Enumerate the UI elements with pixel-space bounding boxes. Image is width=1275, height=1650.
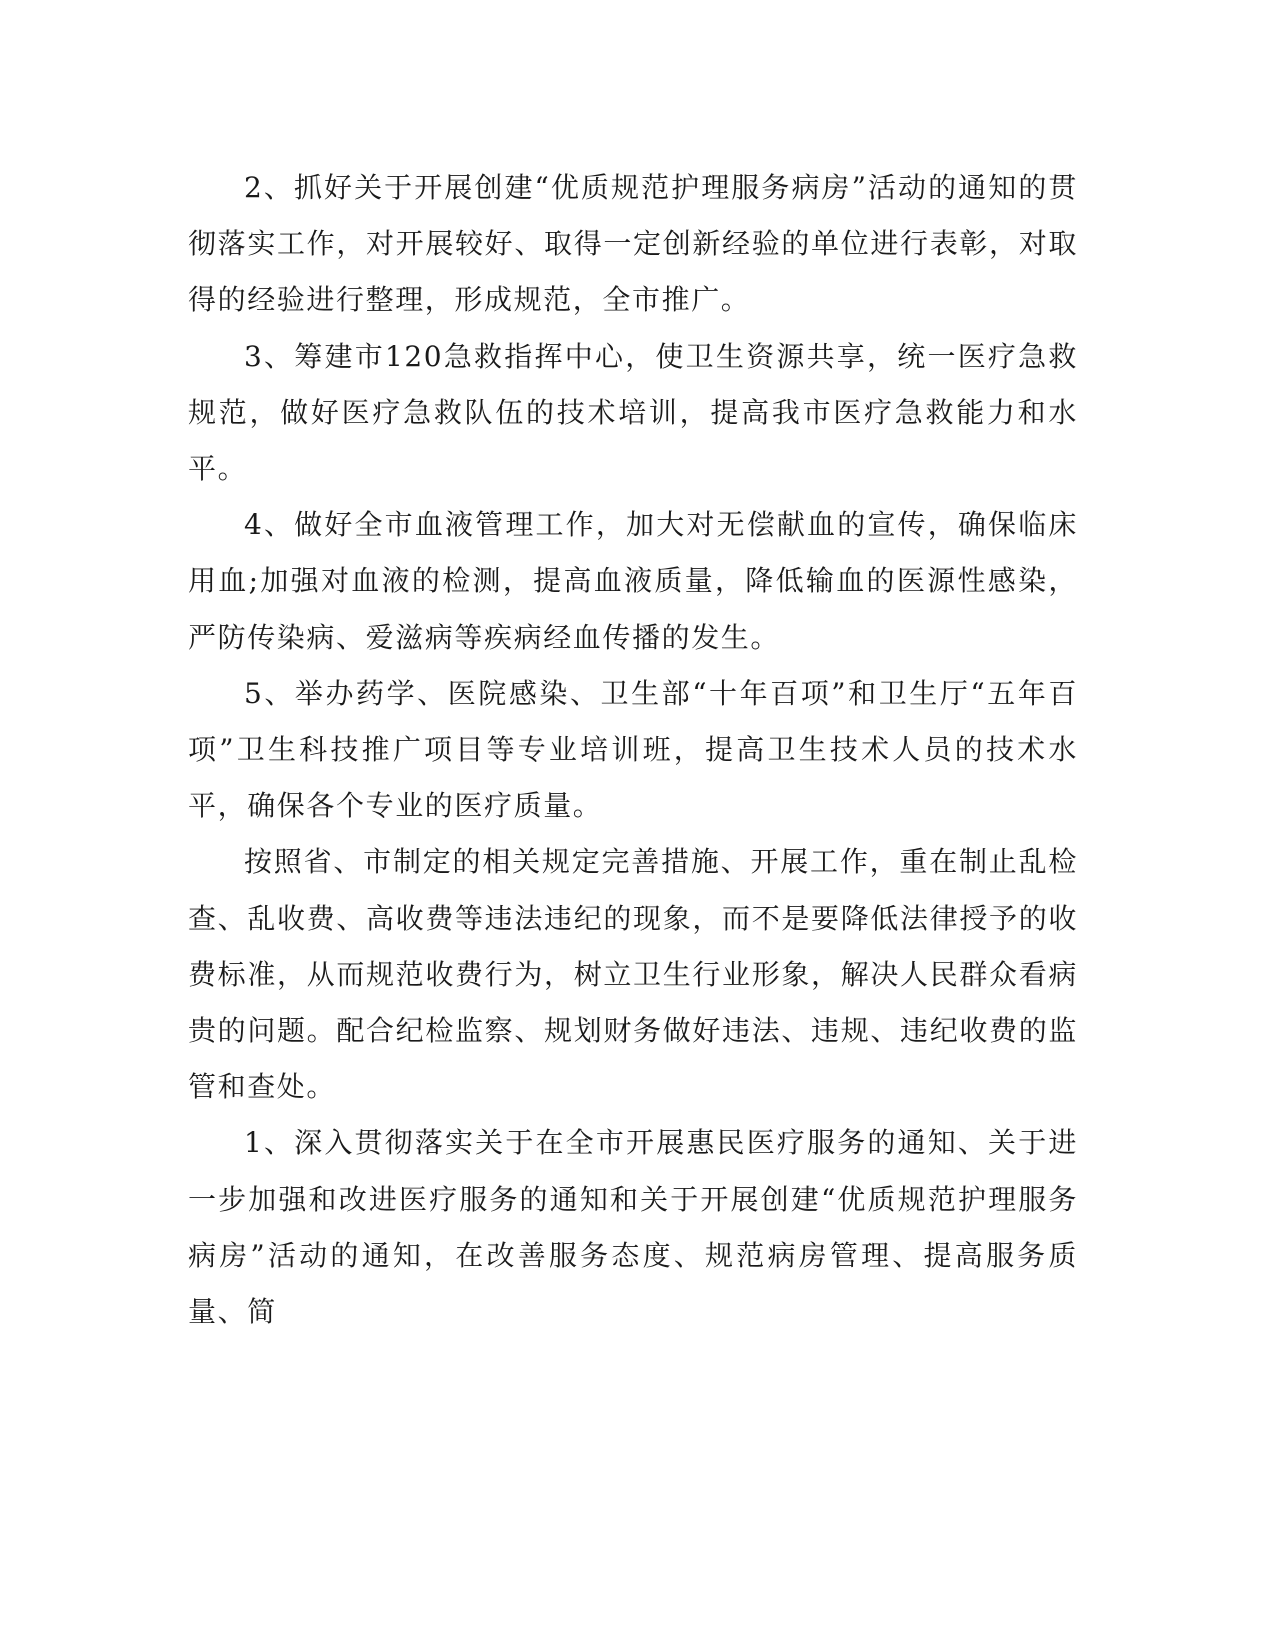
paragraph-item-1: 1、深入贯彻落实关于在全市开展惠民医疗服务的通知、关于进一步加强和改进医疗服务的通知和关于开展创建“优质规范护理服务病房”活动的通知，在改善服务态度、规范病房管理、提高服务质量、简 bbox=[188, 1126, 1078, 1329]
paragraph-item-5: 5、举办药学、医院感染、卫生部“十年百项”和卫生厅“五年百项”卫生科技推广项目等专业培训班，提高卫生技术人员的技术水平，确保各个专业的医疗质量。 bbox=[188, 676, 1078, 823]
paragraph-fee-regulation: 按照省、市制定的相关规定完善措施、开展工作，重在制止乱检查、乱收费、高收费等违法违纪的现象，而不是要降低法律授予的收费标准，从而规范收费行为，树立卫生行业形象，解决人民群众看病贵的问题。配合纪检监察、规划财务做好违法、违规、违纪收费的监管和查处。 bbox=[188, 845, 1078, 1104]
document-body bbox=[188, 160, 1078, 1340]
paragraph-item-3: 3、筹建市120急救指挥中心，使卫生资源共享，统一医疗急救规范，做好医疗急救队伍的技术培训，提高我市医疗急救能力和水平。 bbox=[188, 339, 1078, 486]
paragraph-item-4: 4、做好全市血液管理工作，加大对无偿献血的宣传，确保临床用血;加强对血液的检测，提高血液质量，降低输血的医源性感染，严防传染病、爱滋病等疾病经血传播的发生。 bbox=[188, 508, 1078, 654]
paragraph-item-2: 2、抓好关于开展创建“优质规范护理服务病房”活动的通知的贯彻落实工作，对开展较好、取得一定创新经验的单位进行表彰，对取得的经验进行整理，形成规范，全市推广。 bbox=[188, 171, 1078, 317]
